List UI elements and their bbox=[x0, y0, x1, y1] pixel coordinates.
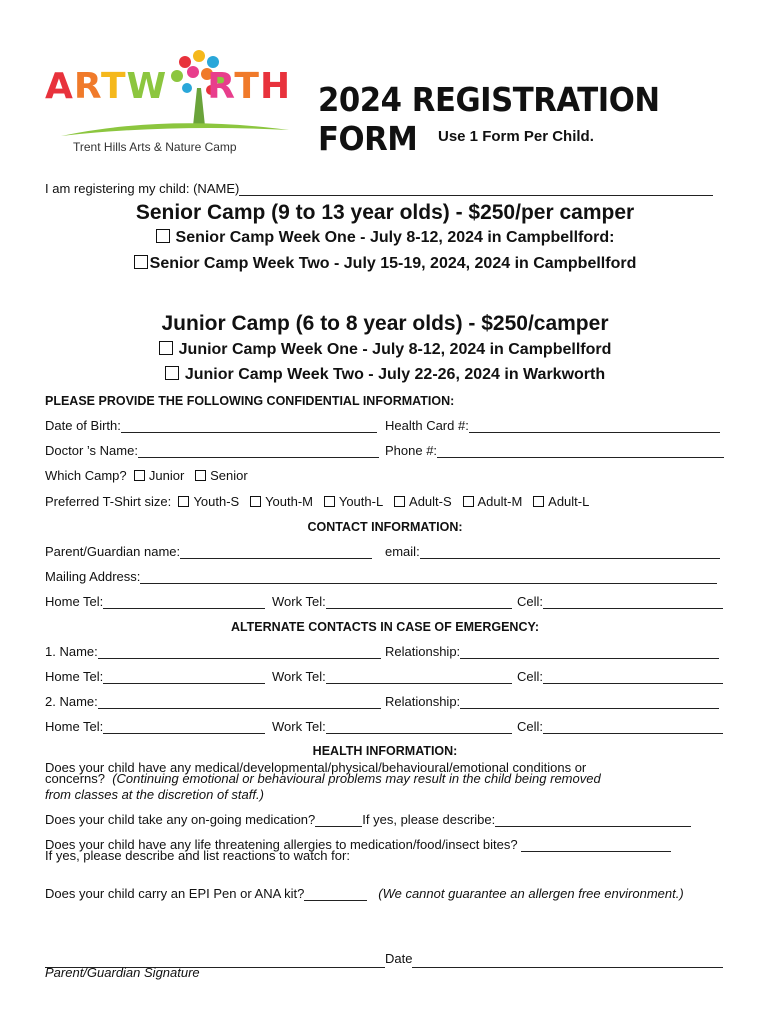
logo-letter: R bbox=[207, 66, 235, 107]
alt1-name-field[interactable] bbox=[98, 645, 381, 659]
alt1-home-row: Home Tel: bbox=[45, 669, 265, 684]
home-tel-row: Home Tel: bbox=[45, 594, 265, 609]
junior-week2-option[interactable]: Junior Camp Week Two - July 22-26, 2024 in Warkworth bbox=[0, 366, 770, 384]
tshirt-youth-l-checkbox[interactable] bbox=[324, 496, 335, 507]
alt1-home-field[interactable] bbox=[103, 670, 265, 684]
mailing-field[interactable] bbox=[140, 570, 717, 584]
logo-letter: A bbox=[45, 66, 74, 107]
alt2-name-field[interactable] bbox=[98, 695, 381, 709]
email-field[interactable] bbox=[420, 545, 720, 559]
email-row: email: bbox=[385, 544, 720, 559]
dob-row: Date of Birth: bbox=[45, 418, 377, 433]
alt2-name-row: 2. Name: bbox=[45, 694, 381, 709]
allergies-describe: If yes, please describe and list reactions to watch for: bbox=[45, 848, 350, 863]
health-card-field[interactable] bbox=[469, 419, 720, 433]
junior-week2-checkbox[interactable] bbox=[165, 366, 179, 380]
work-tel-field[interactable] bbox=[326, 595, 512, 609]
contact-heading: CONTACT INFORMATION: bbox=[307, 520, 463, 534]
senior-week2-checkbox[interactable] bbox=[134, 255, 148, 269]
medication-field[interactable] bbox=[315, 813, 362, 827]
allergies-row: Does your child have any life threatening allergies to medication/food/insect bites? bbox=[45, 837, 671, 852]
junior-heading: Junior Camp (6 to 8 year olds) - $250/camper bbox=[161, 312, 609, 335]
health-q1-note2: from classes at the discretion of staff.) bbox=[45, 787, 264, 802]
health-heading: HEALTH INFORMATION: bbox=[312, 744, 458, 758]
doctor-field[interactable] bbox=[138, 444, 379, 458]
date-field[interactable] bbox=[412, 954, 723, 968]
epi-field[interactable] bbox=[304, 887, 367, 901]
home-tel-field[interactable] bbox=[103, 595, 265, 609]
tshirt-row: Preferred T-Shirt size: Youth-S Youth-M Youth-L Adult-S Adult-M Adult-L bbox=[45, 494, 590, 509]
alt1-relationship-row: Relationship: bbox=[385, 644, 719, 659]
artworth-logo bbox=[45, 48, 295, 163]
logo-subtitle: Trent Hills Arts & Nature Camp bbox=[73, 140, 237, 154]
alt2-cell-field[interactable] bbox=[543, 720, 723, 734]
senior-week2-option[interactable]: Senior Camp Week Two - July 15-19, 2024, 2024 in Campbellford bbox=[0, 255, 770, 273]
senior-week1-option[interactable]: Senior Camp Week One - July 8-12, 2024 in Campbellford: bbox=[0, 229, 770, 247]
cell-field[interactable] bbox=[543, 595, 723, 609]
epi-row: Does your child carry an EPI Pen or ANA kit? (We cannot guarantee an allergen free environment.) bbox=[45, 886, 684, 901]
work-tel-row: Work Tel: bbox=[272, 594, 512, 609]
alt1-work-row: Work Tel: bbox=[272, 669, 512, 684]
alt2-relationship-field[interactable] bbox=[460, 695, 719, 709]
which-camp-junior-checkbox[interactable] bbox=[134, 470, 145, 481]
medication-describe-field[interactable] bbox=[495, 813, 691, 827]
alt2-home-row: Home Tel: bbox=[45, 719, 265, 734]
child-name-row: I am registering my child: (NAME) bbox=[45, 181, 713, 196]
dob-field[interactable] bbox=[121, 419, 377, 433]
tshirt-youth-s-checkbox[interactable] bbox=[178, 496, 189, 507]
alt2-cell-row: Cell: bbox=[517, 719, 723, 734]
phone-row: Phone #: bbox=[385, 443, 724, 458]
tshirt-adult-m-checkbox[interactable] bbox=[463, 496, 474, 507]
alt2-work-row: Work Tel: bbox=[272, 719, 512, 734]
parent-name-row: Parent/Guardian name: bbox=[45, 544, 372, 559]
page-subtitle: Use 1 Form Per Child. bbox=[438, 128, 594, 145]
confidential-heading: PLEASE PROVIDE THE FOLLOWING CONFIDENTIAL INFORMATION: bbox=[45, 394, 455, 408]
alt1-name-row: 1. Name: bbox=[45, 644, 381, 659]
mailing-row: Mailing Address: bbox=[45, 569, 717, 584]
health-card-row: Health Card #: bbox=[385, 418, 720, 433]
alt2-home-field[interactable] bbox=[103, 720, 265, 734]
alternate-heading: ALTERNATE CONTACTS IN CASE OF EMERGENCY: bbox=[230, 620, 540, 634]
allergies-field[interactable] bbox=[521, 838, 671, 852]
signature-row: Date bbox=[45, 950, 723, 968]
child-name-field[interactable] bbox=[239, 182, 713, 196]
logo-letter: R bbox=[73, 66, 101, 107]
junior-week1-option[interactable]: Junior Camp Week One - July 8-12, 2024 in Campbellford bbox=[0, 341, 770, 359]
cell-row: Cell: bbox=[517, 594, 723, 609]
logo-letter: W bbox=[126, 66, 168, 107]
signature-label: Parent/Guardian Signature bbox=[45, 965, 200, 980]
alt1-cell-row: Cell: bbox=[517, 669, 723, 684]
alt1-relationship-field[interactable] bbox=[460, 645, 719, 659]
alt2-relationship-row: Relationship: bbox=[385, 694, 719, 709]
tshirt-youth-m-checkbox[interactable] bbox=[250, 496, 261, 507]
phone-field[interactable] bbox=[437, 444, 724, 458]
logo-letter: T bbox=[100, 66, 127, 107]
senior-heading: Senior Camp (9 to 13 year olds) - $250/per camper bbox=[135, 201, 635, 224]
logo-wordmark bbox=[45, 66, 291, 107]
which-camp-row: Which Camp? Junior Senior bbox=[45, 468, 248, 483]
tshirt-adult-l-checkbox[interactable] bbox=[533, 496, 544, 507]
junior-week1-checkbox[interactable] bbox=[159, 341, 173, 355]
senior-week1-checkbox[interactable] bbox=[156, 229, 170, 243]
tshirt-adult-s-checkbox[interactable] bbox=[394, 496, 405, 507]
which-camp-senior-checkbox[interactable] bbox=[195, 470, 206, 481]
parent-name-field[interactable] bbox=[180, 545, 372, 559]
logo-letter: T bbox=[234, 66, 260, 107]
alt2-work-field[interactable] bbox=[326, 720, 512, 734]
alt1-work-field[interactable] bbox=[326, 670, 512, 684]
page-title: 2024 REGISTRATION FORM bbox=[318, 80, 660, 158]
health-q1: Does your child have any medical/developmental/physical/behavioural/emotional conditions or bbox=[45, 760, 587, 775]
medication-row: Does your child take any on-going medication? If yes, please describe: bbox=[45, 812, 691, 827]
health-q1-line2: concerns? (Continuing emotional or behavioural problems may result in the child being removed bbox=[45, 771, 601, 786]
grass-swoosh-icon bbox=[57, 118, 292, 140]
alt1-cell-field[interactable] bbox=[543, 670, 723, 684]
logo-letter: H bbox=[259, 66, 292, 107]
doctor-row: Doctor ’s Name: bbox=[45, 443, 379, 458]
